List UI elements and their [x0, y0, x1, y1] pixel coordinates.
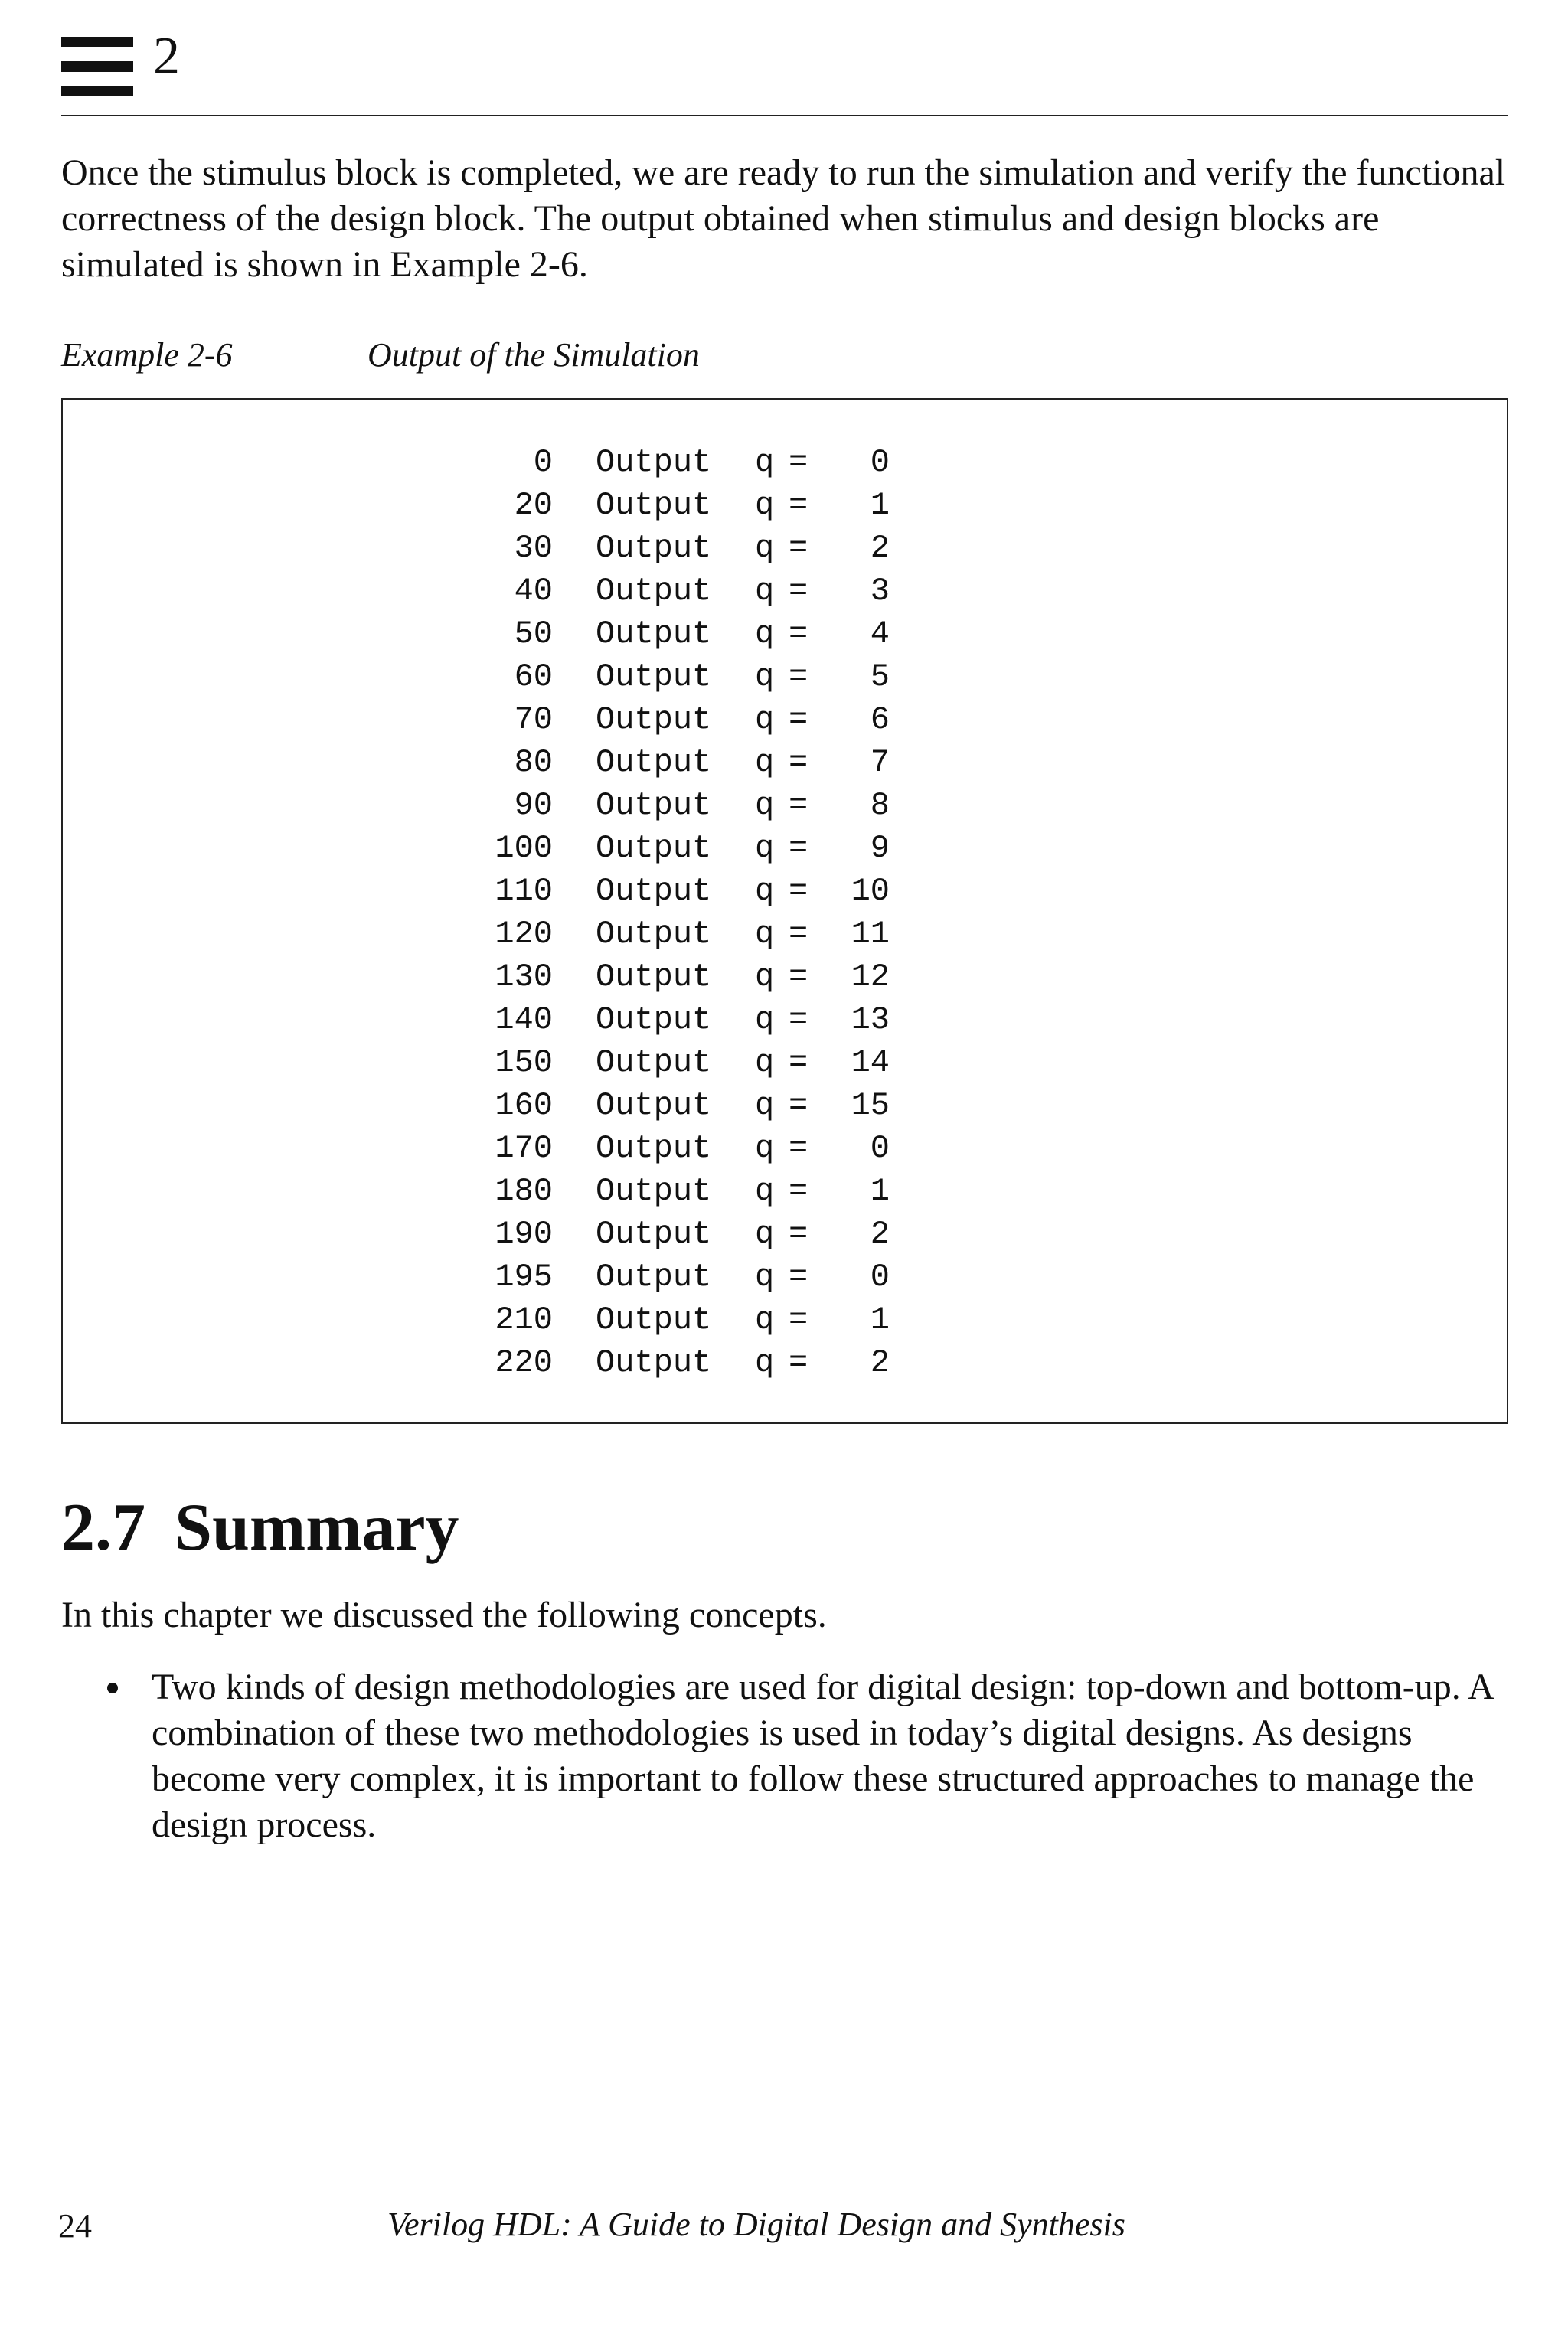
output-time: 40	[514, 573, 553, 609]
output-line	[492, 998, 890, 1041]
chapter-tab-bar	[61, 61, 133, 72]
output-label: Output	[596, 487, 712, 524]
output-line	[492, 784, 890, 827]
output-value: 9	[870, 830, 890, 867]
output-value: 4	[870, 616, 890, 652]
output-label: Output	[596, 616, 712, 652]
output-time: 30	[514, 530, 553, 567]
output-equals: =	[789, 1087, 808, 1124]
output-line	[492, 655, 890, 698]
output-value: 1	[870, 1173, 890, 1210]
chapter-number: 2	[153, 27, 180, 86]
output-label: Output	[596, 658, 712, 695]
output-equals: =	[789, 744, 808, 781]
chapter-tab-bar	[61, 37, 133, 47]
summary-intro: In this chapter we discussed the following concepts.	[61, 1595, 827, 1635]
output-signal: q	[755, 830, 775, 867]
output-value: 1	[870, 1301, 890, 1338]
output-value: 12	[851, 958, 890, 995]
output-label: Output	[596, 1259, 712, 1295]
output-line	[492, 1298, 890, 1341]
simulation-output-list	[492, 441, 890, 1384]
output-time: 140	[495, 1001, 553, 1038]
output-line	[492, 1041, 890, 1084]
output-time: 110	[495, 873, 553, 910]
output-signal: q	[755, 1301, 775, 1338]
output-label: Output	[596, 1216, 712, 1252]
output-time: 100	[495, 830, 553, 867]
output-signal: q	[755, 487, 775, 524]
output-signal: q	[755, 916, 775, 952]
output-equals: =	[789, 1130, 808, 1167]
output-line	[492, 955, 890, 998]
example-label: Example 2-6	[61, 336, 233, 374]
output-signal: q	[755, 1001, 775, 1038]
output-line	[492, 612, 890, 655]
output-value: 0	[870, 1259, 890, 1295]
output-signal: q	[755, 616, 775, 652]
output-equals: =	[789, 1044, 808, 1081]
output-signal: q	[755, 1259, 775, 1295]
output-signal: q	[755, 1044, 775, 1081]
example-title: Output of the Simulation	[368, 336, 700, 374]
output-value: 13	[851, 1001, 890, 1038]
output-equals: =	[789, 787, 808, 824]
output-time: 150	[495, 1044, 553, 1081]
output-label: Output	[596, 573, 712, 609]
output-label: Output	[596, 744, 712, 781]
section-title: Summary	[175, 1491, 459, 1565]
page-number: 24	[58, 2207, 92, 2245]
output-equals: =	[789, 1344, 808, 1381]
bullet-icon	[107, 1683, 118, 1693]
output-equals: =	[789, 573, 808, 609]
output-value: 0	[870, 1130, 890, 1167]
chapter-tab-bar	[61, 86, 133, 96]
output-signal: q	[755, 1173, 775, 1210]
output-equals: =	[789, 1173, 808, 1210]
output-time: 50	[514, 616, 553, 652]
output-value: 7	[870, 744, 890, 781]
output-line	[492, 527, 890, 570]
output-label: Output	[596, 1044, 712, 1081]
bullet-text: Two kinds of design methodologies are used for digital design: top-down and bottom-up. A combination of these two methodologies is used in today’s digital designs. As designs become very complex, it is important to follow these structured approaches to manage the design process.	[152, 1667, 1493, 1845]
output-time: 80	[514, 744, 553, 781]
output-label: Output	[596, 958, 712, 995]
output-line	[492, 1213, 890, 1256]
output-equals: =	[789, 916, 808, 952]
output-equals: =	[789, 1216, 808, 1252]
output-value: 2	[870, 1344, 890, 1381]
output-equals: =	[789, 1259, 808, 1295]
output-line	[492, 1084, 890, 1127]
output-label: Output	[596, 1344, 712, 1381]
output-time: 195	[495, 1259, 553, 1295]
output-label: Output	[596, 916, 712, 952]
output-equals: =	[789, 1301, 808, 1338]
output-signal: q	[755, 873, 775, 910]
output-line	[492, 913, 890, 955]
output-signal: q	[755, 658, 775, 695]
output-time: 190	[495, 1216, 553, 1252]
output-equals: =	[789, 530, 808, 567]
output-signal: q	[755, 958, 775, 995]
output-equals: =	[789, 444, 808, 481]
output-label: Output	[596, 1301, 712, 1338]
output-time: 0	[533, 444, 553, 481]
output-label: Output	[596, 701, 712, 738]
output-signal: q	[755, 1130, 775, 1167]
output-equals: =	[789, 487, 808, 524]
output-line	[492, 1256, 890, 1298]
output-value: 8	[870, 787, 890, 824]
simulation-output-box	[61, 398, 1508, 1424]
output-line	[492, 827, 890, 870]
output-equals: =	[789, 658, 808, 695]
output-equals: =	[789, 616, 808, 652]
output-time: 220	[495, 1344, 553, 1381]
output-line	[492, 1127, 890, 1170]
output-label: Output	[596, 787, 712, 824]
output-line	[492, 484, 890, 527]
output-time: 130	[495, 958, 553, 995]
output-value: 15	[851, 1087, 890, 1124]
output-label: Output	[596, 873, 712, 910]
output-line	[492, 741, 890, 784]
output-value: 14	[851, 1044, 890, 1081]
output-equals: =	[789, 701, 808, 738]
output-time: 70	[514, 701, 553, 738]
output-line	[492, 698, 890, 741]
output-line	[492, 441, 890, 484]
output-signal: q	[755, 1344, 775, 1381]
output-time: 170	[495, 1130, 553, 1167]
output-line	[492, 1341, 890, 1384]
output-value: 1	[870, 487, 890, 524]
output-signal: q	[755, 1216, 775, 1252]
output-value: 6	[870, 701, 890, 738]
output-time: 160	[495, 1087, 553, 1124]
output-signal: q	[755, 530, 775, 567]
output-value: 11	[851, 916, 890, 952]
output-label: Output	[596, 1087, 712, 1124]
chapter-marker	[61, 23, 291, 107]
output-time: 90	[514, 787, 553, 824]
header-rule	[61, 115, 1508, 116]
output-time: 180	[495, 1173, 553, 1210]
output-value: 5	[870, 658, 890, 695]
output-signal: q	[755, 444, 775, 481]
output-time: 120	[495, 916, 553, 952]
output-value: 2	[870, 1216, 890, 1252]
output-label: Output	[596, 830, 712, 867]
output-label: Output	[596, 1130, 712, 1167]
output-time: 60	[514, 658, 553, 695]
running-footer-title: Verilog HDL: A Guide to Digital Design and Synthesis	[387, 2206, 1125, 2243]
output-value: 0	[870, 444, 890, 481]
output-signal: q	[755, 744, 775, 781]
output-line	[492, 570, 890, 612]
section-number: 2.7	[61, 1491, 145, 1565]
output-value: 3	[870, 573, 890, 609]
output-line	[492, 1170, 890, 1213]
section-heading	[61, 1490, 459, 1566]
output-time: 210	[495, 1301, 553, 1338]
output-signal: q	[755, 787, 775, 824]
output-signal: q	[755, 701, 775, 738]
output-label: Output	[596, 530, 712, 567]
output-signal: q	[755, 1087, 775, 1124]
output-label: Output	[596, 1173, 712, 1210]
output-equals: =	[789, 830, 808, 867]
output-time: 20	[514, 487, 553, 524]
intro-paragraph: Once the stimulus block is completed, we are ready to run the simulation and verify the functional correctness of the design block. The output obtained when stimulus and design blocks are simulated is shown in Example 2-6.	[61, 152, 1506, 285]
output-line	[492, 870, 890, 913]
output-value: 10	[851, 873, 890, 910]
output-label: Output	[596, 444, 712, 481]
output-equals: =	[789, 873, 808, 910]
output-label: Output	[596, 1001, 712, 1038]
output-value: 2	[870, 530, 890, 567]
output-signal: q	[755, 573, 775, 609]
output-equals: =	[789, 1001, 808, 1038]
output-equals: =	[789, 958, 808, 995]
